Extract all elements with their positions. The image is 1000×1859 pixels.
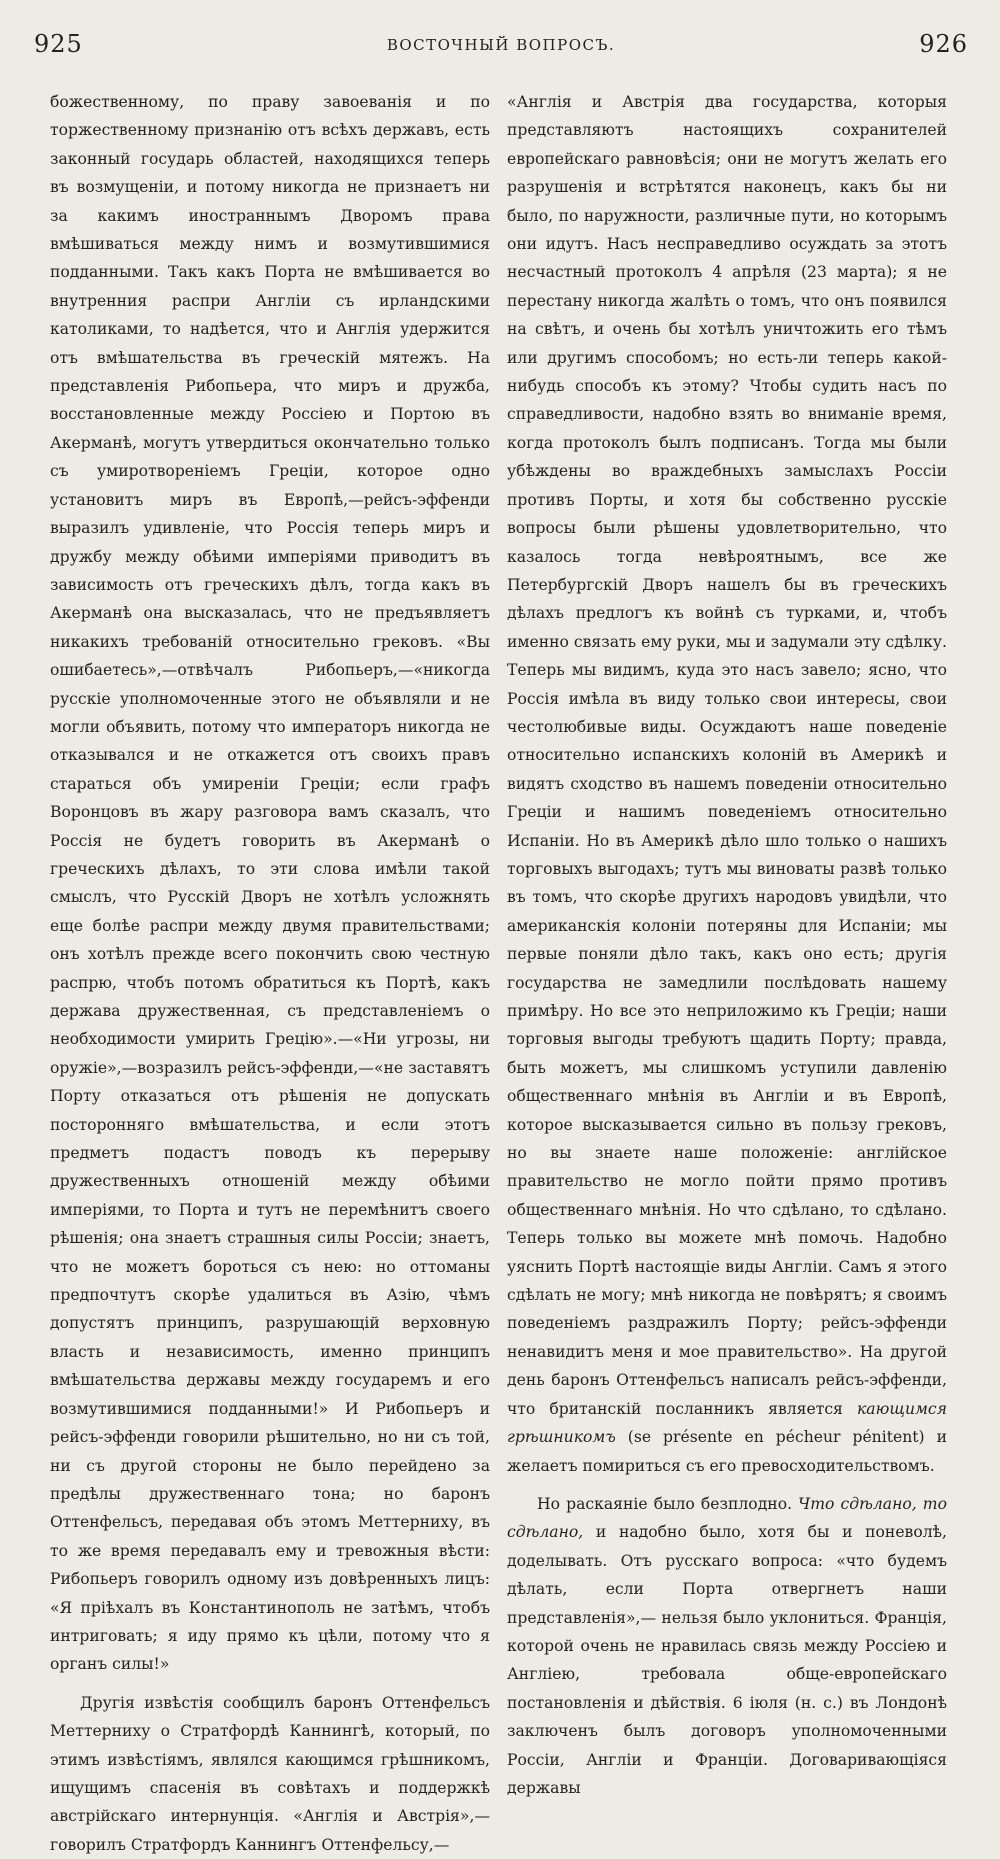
right-paragraph-2-start: Но раскаяніе было безплодно. xyxy=(537,1494,793,1513)
left-paragraph-1: божественному, по праву завоеванія и по торжественному признанію отъ всѣхъ державъ, есть законный государь областей, находящихся теперь въ возмущеніи, и потому никогда не признаетъ ни за какимъ иностраннымъ Дворомъ права вмѣшиваться между нимъ и возмутившимися подданными. Такъ какъ Порта не вмѣшивается во внутренния распри Англіи съ ирландскими католиками, то надѣется, что и Англія удержится отъ вмѣшательства въ греческій мятежъ. На представленія Рибопьера, что миръ и дружба, восстановленные между Россіею и Портою въ Акерманѣ, могутъ утвердиться окончательно только съ умиротвореніемъ Греціи, которое одно установитъ миръ въ Европѣ,—рейсъ-эффенди выразилъ удивленіе, что Россія теперь миръ и дружбу между обѣими имперіями приводитъ въ зависимость отъ греческихъ дѣлъ, тогда какъ въ Акерманѣ она высказалась, что не предъявляетъ никакихъ требованій относительно грековъ. «Вы ошибаетесь»,—отвѣчалъ Рибопьеръ,—«никогда русскіе уполномоченные этого не объявляли и не могли объявить, потому что императоръ никогда не отказывался и не откажется отъ своихъ правъ стараться объ умиреніи Греціи; если графъ Воронцовъ въ жару разговора вамъ сказалъ, что Россія не будетъ говорить въ Акерманѣ о греческихъ дѣлахъ, то эти слова имѣли такой смыслъ, что Русскій Дворъ не хотѣлъ усложнять еще болѣе распри между двумя правительствами; онъ хотѣлъ прежде всего покончить свою честную распрю, чтобъ потомъ обратиться къ Портѣ, какъ держава дружественная, съ представленіемъ о необходимости умирить Грецію».—«Ни угрозы, ни оружіе»,—возразилъ рейсъ-эффенди,—«не заставятъ Порту отказаться отъ рѣшенія не допускать посторонняго вмѣшательства, и если этотъ предметъ подастъ поводъ къ перерыву дружественныхъ отношеній между обѣими имперіями, то Порта и тутъ не перемѣнитъ своего рѣшенія; она знаетъ страшныя силы Россіи; знаетъ, что не можетъ бороться съ нею: но оттоманы предпочтутъ скорѣе удалиться въ Азію, чѣмъ допустятъ принципъ, разрушающій верховную власть и независимость, именно принципъ вмѣшательства державы между государемъ и его возмутившимися подданными!» И Рибопьеръ и рейсъ-эффенди говорили рѣшительно, но ни съ той, ни съ другой стороны не было перейдено за предѣлы дружественнаго тона; но баронъ Оттенфельсъ, передавая объ этомъ Меттерниху, въ то же время передавалъ ему и тревожныя вѣсти: Рибопьеръ говорилъ одному изъ довѣренныхъ лицъ: «Я пріѣхалъ въ Константинополь не затѣмъ, чтобъ интриговать; я иду прямо къ цѣли, потому что я органъ силы!» xyxy=(50,93,490,1674)
left-column xyxy=(50,88,490,1859)
right-paragraph-1-emphasis: кающимся грѣшникомъ xyxy=(507,1399,947,1447)
running-title: ВОСТОЧНЫЙ ВОПРОСЪ. xyxy=(386,36,616,54)
right-paragraph-2-emphasis: Что сдѣлано, то сдѣлано, xyxy=(507,1494,947,1542)
right-paragraph-1 xyxy=(507,88,947,1480)
right-column xyxy=(507,88,947,1802)
page-number-right: 926 xyxy=(919,30,968,58)
right-paragraph-2-tail: и надобно было, хотя бы и поневолѣ, доделывать. Отъ русскаго вопроса: «что будемъ дѣлать, если Порта отвергнетъ наши представленія»,— нельзя было уклониться. Франція, которой очень не нравилась связь между Россіею и Англіею, требовала обще-европейскаго постановленія и дѣйствія. 6 іюля (н. с.) въ Лондонѣ заключенъ былъ договоръ уполномоченными Россіи, Англіи и Франціи. Договаривающіяся державы xyxy=(507,1523,947,1797)
page-header xyxy=(34,30,968,70)
page-number-left: 925 xyxy=(34,30,83,58)
right-paragraph-1-text: «Англія и Австрія два государства, которыя представляютъ настоящихъ сохранителей европейскаго равновѣсія; они не могутъ желать его разрушенія и встрѣтятся наконецъ, какъ бы ни было, по наружности, различные пути, но которымъ они идутъ. Насъ несправедливо осуждать за этотъ несчастный протоколъ 4 апрѣля (23 марта); я не перестану никогда жалѣть о томъ, что онъ появился на свѣтъ, и очень бы хотѣлъ уничтожить его тѣмъ или другимъ способомъ; но есть-ли теперь какой-нибудь способъ къ этому? Чтобы судить насъ по справедливости, надобно взять во вниманіе время, когда протоколъ былъ подписанъ. Тогда мы были убѣждены во враждебныхъ замыслахъ Россіи противъ Порты, и хотя бы собственно русскіе вопросы были рѣшены удовлетворительно, что казалось тогда невѣроятнымъ, все же Петербургскій Дворъ нашелъ бы въ греческихъ дѣлахъ предлогъ къ войнѣ съ турками, и, чтобъ именно связать ему руки, мы и задумали эту сдѣлку. Теперь мы видимъ, куда это насъ завело; ясно, что Россія имѣла въ виду только свои интересы, свои честолюбивые виды. Осуждаютъ наше поведеніе относительно испанскихъ колоній въ Америкѣ и видятъ сходство въ нашемъ поведеніи относительно Греціи и нашимъ поведеніемъ относительно Испаніи. Но въ Америкѣ дѣло шло только о нашихъ торговыхъ выгодахъ; тутъ мы виноваты развѣ только въ томъ, что скорѣе другихъ народовъ увидѣли, что американскія колоніи потеряны для Испаніи; мы первые поняли дѣло такъ, какъ оно есть; другія государства не замедлили послѣдовать нашему примѣру. Но все это неприложимо къ Греціи; наши торговыя выгоды требуютъ щадить Порту; правда, быть можетъ, мы слишкомъ уступили давленію общественнаго мнѣнія въ Англіи и въ Европѣ, которое высказывается сильно въ пользу грековъ, но вы знаете наше положеніе: англійское правительство не могло пойти прямо противъ общественнаго мнѣнія. Но что сдѣлано, то сдѣлано. Теперь только вы можете мнѣ помочь. Надобно уяснить Портѣ настоящіе виды Англіи. Самъ я этого сдѣлать не могу; мнѣ никогда не повѣрятъ; я своимъ поведеніемъ раздражилъ Порту; рейсъ-эффенди ненавидитъ меня и мое правительство». На другой день баронъ Оттенфельсъ написалъ рейсъ-эффенди, что британскій посланникъ является xyxy=(507,93,947,1418)
right-paragraph-1-tail: (se présente en pécheur pénitent) и желаетъ помириться съ его превосходительствомъ. xyxy=(507,1428,947,1475)
left-paragraph-2: Другія извѣстія сообщилъ баронъ Оттенфельсъ Меттерниху о Стратфордѣ Каннингѣ, который, по этимъ извѣстіямъ, являлся кающимся грѣшникомъ, ищущимъ спасенія въ совѣтахъ и поддержкѣ австрійскаго интернунція. «Англія и Австрія»,—говорилъ Стратфордъ Каннингъ Оттенфельсу,— xyxy=(50,1693,490,1854)
right-paragraph-2 xyxy=(507,1490,947,1802)
